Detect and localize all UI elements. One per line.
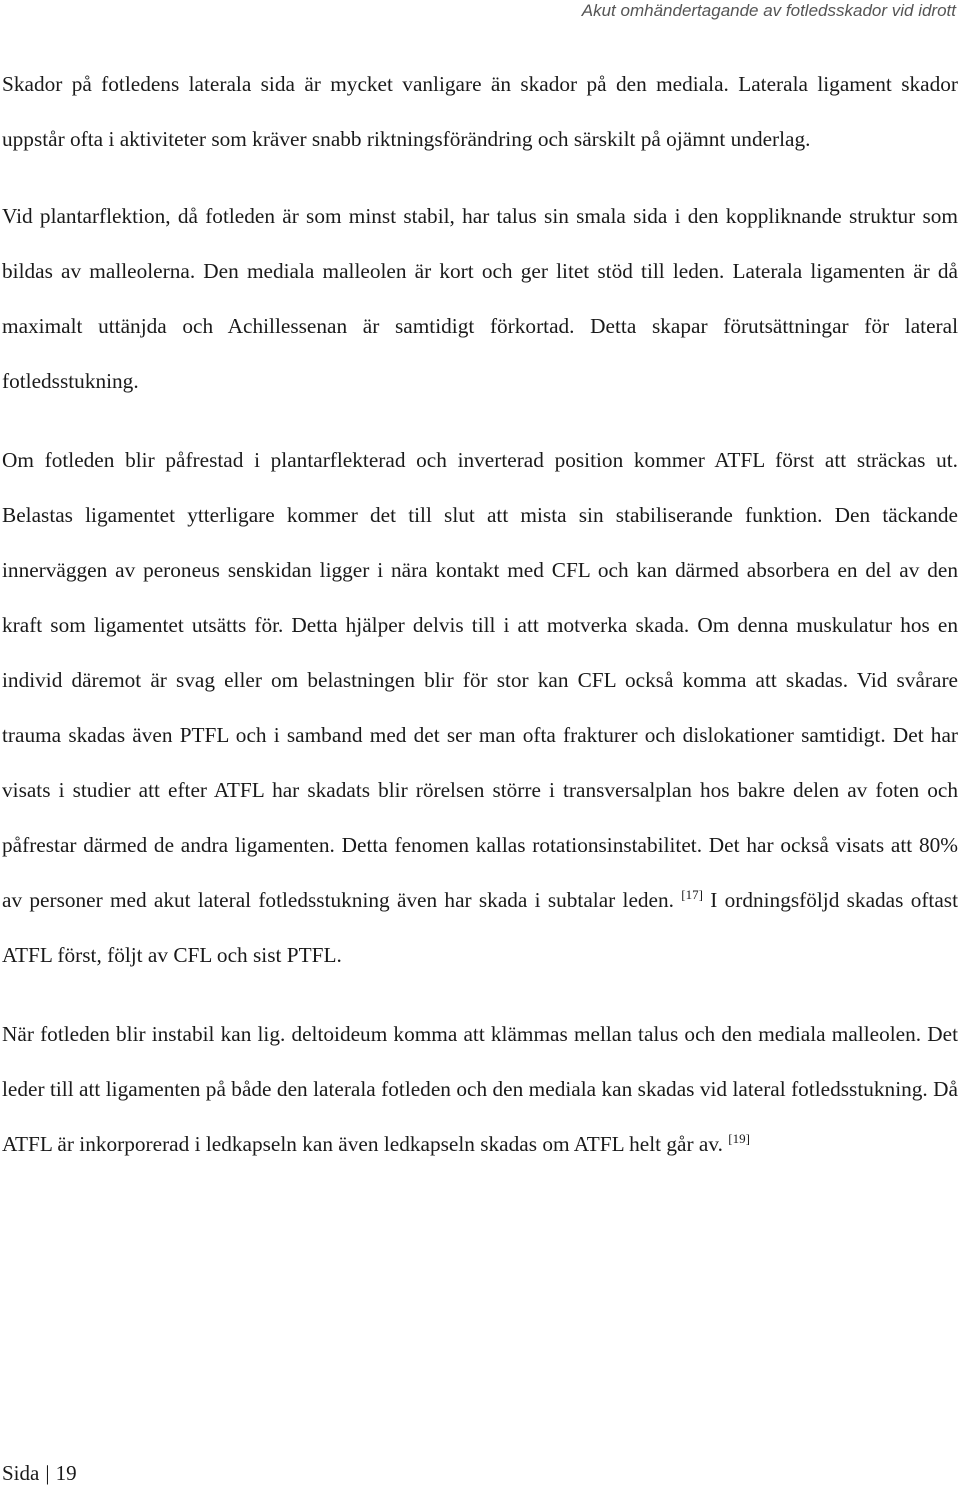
- paragraph-text-continued: I ordningsföljd skadas oftast ATFL först, följt av CFL och sist PTFL.: [2, 888, 959, 967]
- body-text: [2, 57, 958, 1172]
- paragraph-plantarflexion: [2, 189, 958, 409]
- paragraph-text: Skador på fotledens laterala sida är mycket vanligare än skador på den mediala. Laterala ligament skador uppstår ofta i aktiviteter som kräver snabb riktningsförändring och särskilt på ojämnt underlag.: [2, 72, 958, 151]
- paragraph-lateral-injuries: [2, 57, 958, 167]
- paragraph-text: Om fotleden blir påfrestad i plantarflekterad och inverterad position kommer ATFL först att sträckas ut. Belastas ligamentet ytterligare kommer det till slut att mista sin stabiliserande funktion. Den täckande innerväggen av peroneus senskidan ligger i nära kontakt med CFL och kan därmed absorbera en del av den kraft som ligamentet utsätts för. Detta hjälper delvis till i att motverka skada. Om denna muskulatur hos en individ däremot är svag eller om belastningen blir för stor kan CFL också komma att skadas. Vid svårare trauma skadas även PTFL och i samband med det ser man ofta frakturer och dislokationer samtidigt. Det har visats i studier att efter ATFL har skadats blir rörelsen större i transversalplan hos bakre delen av foten och påfrestar därmed de andra ligamenten. Detta fenomen kallas rotationsinstabilitet. Det har också visats att 80% av personer med akut lateral fotledsstukning även har skada i subtalar leden.: [2, 448, 958, 912]
- paragraph-text: Vid plantarflektion, då fotleden är som minst stabil, har talus sin smala sida i den koppliknande struktur som bildas av malleolerna. Den mediala malleolen är kort och ger litet stöd till leden. Laterala ligamenten är då maximalt uttänjda och Achillessenan är samtidigt förkortad. Detta skapar förutsättningar för lateral fotledsstukning.: [2, 204, 958, 393]
- footer-separator: |: [45, 1461, 50, 1485]
- page-footer: [2, 1460, 77, 1486]
- paragraph-ligament-mechanism: [2, 433, 958, 983]
- footer-label: Sida: [2, 1461, 40, 1485]
- paragraph-text: När fotleden blir instabil kan lig. deltoideum komma att klämmas mellan talus och den mediala malleolen. Det leder till att ligamenten på både den laterala fotleden och den mediala kan skadas vid lateral fotledsstukning. Då ATFL är inkorporerad i ledkapseln kan även ledkapseln skadas om ATFL helt går av.: [2, 1022, 958, 1156]
- reference-marker: [19]: [728, 1130, 750, 1146]
- reference-marker: [17]: [681, 886, 703, 902]
- page-number: 19: [55, 1461, 77, 1485]
- paragraph-deltoid-ligament: [2, 1007, 958, 1172]
- running-header: Akut omhändertagande av fotledsskador vid idrott: [581, 1, 956, 20]
